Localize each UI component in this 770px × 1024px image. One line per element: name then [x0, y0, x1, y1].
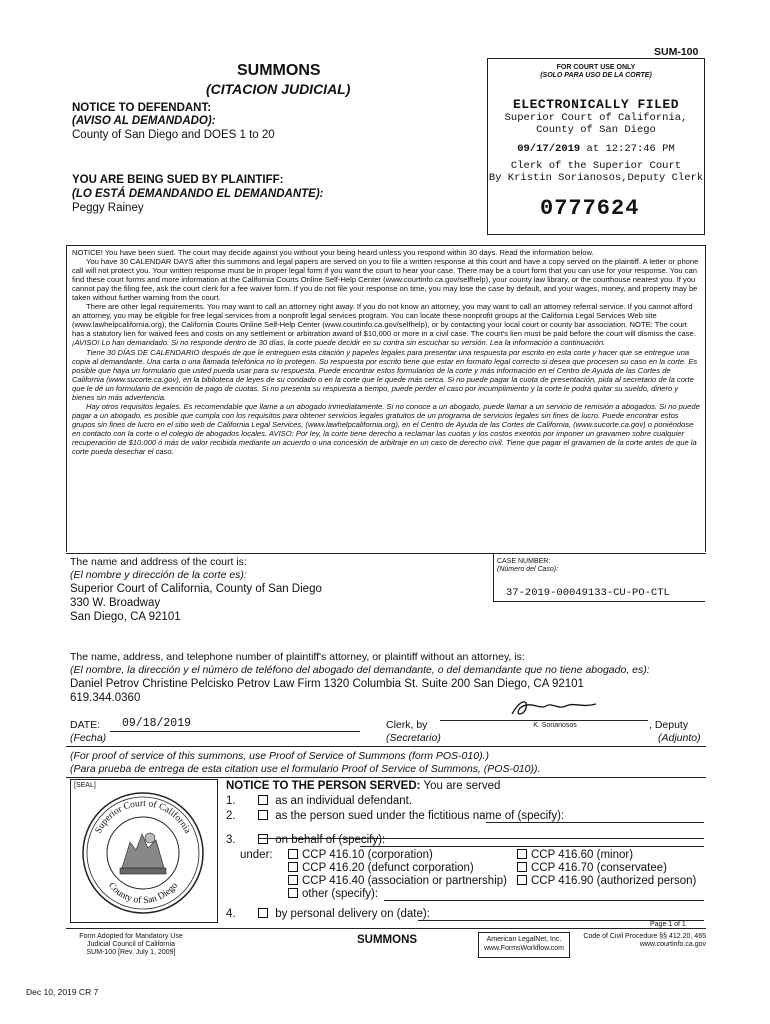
defendant-label: NOTICE TO DEFENDANT:	[72, 102, 212, 114]
clerk-label-es: (Secretario)	[386, 732, 441, 744]
plaintiff-label: YOU ARE BEING SUED BY PLAINTIFF:	[72, 174, 284, 186]
ccp-416-60	[517, 849, 633, 863]
defendant-value: County of San Diego and DOES 1 to 20	[72, 129, 275, 141]
clerk-label: Clerk, by	[386, 719, 428, 731]
date-value: 09/18/2019	[122, 717, 192, 730]
code-line1: Code of Civil Procedure §§ 412.20, 465	[583, 933, 706, 940]
date-label-es: (Fecha)	[70, 732, 107, 744]
served-item-1-number: 1.	[226, 795, 236, 807]
plaintiff-value: Peggy Rainey	[72, 202, 144, 214]
code-line2: www.courtinfo.ca.gov	[639, 941, 706, 948]
bottom-stamp: Dec 10, 2019 CR 7	[26, 987, 99, 997]
legalnet-line2: www.FormsWorkflow.com	[484, 945, 564, 952]
efiled-stamp-clerk-1: Clerk of the Superior Court	[510, 160, 682, 172]
seal-label: [SEAL]	[74, 782, 96, 789]
court-name-line1: Superior Court of California, County of San Diego	[70, 583, 322, 595]
efiled-stamp-court-2: County of San Diego	[536, 124, 656, 136]
served-heading	[226, 780, 500, 794]
ccp-416-10-checkbox[interactable]	[288, 849, 298, 859]
served-heading-rest: You are served	[423, 780, 501, 792]
ccp-416-90-checkbox[interactable]	[517, 875, 527, 885]
seal-text-top: Superior Court of California	[93, 798, 193, 836]
efiled-stamp-clerk-2: By Kristin Sorianosos,Deputy Clerk	[488, 172, 704, 184]
case-number-label: CASE NUMBER:	[497, 558, 551, 565]
page-title-es: (CITACION JUDICIAL)	[206, 81, 351, 97]
court-seal-icon	[78, 788, 208, 918]
served-item-4	[226, 908, 430, 922]
ccp-416-20	[288, 862, 474, 876]
proof-line2: (Para prueba de entrega de esta citation use el formulario Proof of Service of Summons, (POS-010)).	[70, 763, 541, 775]
served-item-2-label: as the person sued under the fictitious name of (specify):	[275, 810, 565, 822]
ccp-416-70-label: CCP 416.70 (conservatee)	[531, 862, 667, 874]
court-use-header: FOR COURT USE ONLY	[556, 64, 636, 71]
defendant-label-es: (AVISO AL DEMANDADO):	[72, 115, 216, 127]
efiled-stamp-court-1: Superior Court of California,	[504, 112, 688, 124]
footer-title: SUMMONS	[357, 934, 418, 946]
ccp-416-10-label: CCP 416.10 (corporation)	[302, 849, 433, 861]
court-name-line3: San Diego, CA 92101	[70, 611, 181, 623]
clerk-name: K. Sorianosos	[533, 722, 577, 729]
on-behalf-of-checkbox[interactable]	[258, 834, 268, 844]
notice-p5: Tiene 30 DÍAS DE CALENDARIO después de que le entreguen esta citación y papeles legales para presentar una respuesta por escrito en esta corte y hacer que se entregue una copia al demandante. Una carta o una llamada telefónica no lo protegen. Su respuesta por escrito tiene que estar en formato legal correcto si desea que procesen su caso en la corte. Es posible que haya un formulario que usted pueda usar para su respuesta. Puede encontrar estos formularios de la corte y más información en el Centro de Ayuda de las Cortes de California (www.sucorte.ca.gov), en la biblioteca de leyes de su condado o en la corte que le quede más cerca. Si no puede pagar la cuota de presentación, pida al secretario de la corte que le dé un formulario de exención de pago de cuotas. Si no presenta su respuesta a tiempo, puede perder el caso por incumplimiento y la corte le podrá quitar su sueldo, dinero y bienes sin más advertencia.	[72, 347, 698, 402]
page-title: SUMMONS	[237, 62, 321, 79]
ccp-416-20-label: CCP 416.20 (defunct corporation)	[302, 862, 474, 874]
handwritten-number: 0777624	[540, 196, 640, 221]
case-number-value: 37-2019-00049133-CU-PO-CTL	[506, 587, 670, 599]
attorney-line2: 619.344.0360	[70, 692, 141, 704]
ccp-416-90-label: CCP 416.90 (authorized person)	[531, 875, 697, 887]
personal-delivery-checkbox[interactable]	[258, 908, 268, 918]
other-specify-checkbox[interactable]	[288, 888, 298, 898]
ccp-416-40-label: CCP 416.40 (association or partnership)	[302, 875, 507, 887]
attorney-label: The name, address, and telephone number of plaintiff's attorney, or plaintiff without an attorney, is:	[70, 651, 525, 663]
court-name-label-es: (El nombre y dirección de la corte es):	[70, 569, 247, 581]
notice-p3: There are other legal requirements. You may want to call an attorney right away. If you do not know an attorney, you may want to call an attorney referral service. If you cannot afford an attorney, you may be eligible for free legal services from a nonprofit legal services program. You can locate these nonprofit groups at the California Legal Services Web site (www.lawhelpcalifornia.org), the California Courts Online Self-Help Center (www.courtinfo.ca.gov/selfhelp), or by contacting your local court or county bar association. NOTE: The court has a statutory lien for waived fees and costs on any settlement or arbitration award of $10,000 or more in a civil case. The court's lien must be paid before the court will dismiss the case.	[72, 302, 696, 339]
page-count: Page 1 of 1	[650, 921, 686, 928]
served-item-4-number: 4.	[226, 908, 236, 920]
notice-p6: Hay otros requisitos legales. Es recomendable que llame a un abogado inmediatamente. Si no conoce a un abogado, puede llamar a un servicio de remisión a abogados. Si no puede pagar a un abogado, es posible que cumpla con los requisitos para obtener servicios legales gratuitos de un programa de servicios legales sin fines de lucro. Puede encontrar estos grupos sin fines de lucro en el sitio web de California Legal Services, (www.lawhelpcalifornia.org), en el Centro de Ayuda de las Cortes de California, (www.sucorte.ca.gov) o poniéndose en contacto con la corte o el colegio de abogados locales. AVISO: Por ley, la corte tiene derecho a reclamar las cuotas y los costos exentos por imponer un gravamen sobre cualquier recuperación de $10,000 ó más de valor recibida mediante un acuerdo o una concesión de arbitraje en un caso de derecho civil. Tiene que pagar el gravamen de la corte antes de que la corte pueda desechar el caso.	[72, 401, 700, 457]
form-id: SUM-100	[654, 46, 699, 58]
served-item-2-number: 2.	[226, 810, 236, 822]
form-adopted-2: Judicial Council of California	[87, 941, 175, 948]
notice-p4: ¡AVISO! Lo han demandado. Si no responde dentro de 30 días, la corte puede decidir en su contra sin escuchar su versión. Lea la información a continuación.	[72, 338, 606, 348]
under-label: under:	[240, 849, 273, 861]
form-adopted-1: Form Adopted for Mandatory Use	[79, 933, 183, 940]
ccp-416-60-checkbox[interactable]	[517, 849, 527, 859]
other-specify-label: other (specify):	[302, 888, 379, 900]
court-name-label: The name and address of the court is:	[70, 556, 247, 568]
served-item-1	[226, 795, 412, 809]
ccp-416-60-label: CCP 416.60 (minor)	[531, 849, 634, 861]
form-adopted-3: SUM-100 [Rev. July 1, 2009]	[86, 949, 176, 956]
ccp-416-70-checkbox[interactable]	[517, 862, 527, 872]
attorney-line1: Daniel Petrov Christine Pelcisko Petrov Law Firm 1320 Columbia St. Suite 200 San Diego, CA 92101	[70, 678, 584, 690]
date-label: DATE:	[70, 719, 101, 731]
notice-block	[72, 248, 700, 456]
served-item-4-label: by personal delivery on (date):	[275, 908, 430, 920]
attorney-label-es: (El nombre, la dirección y el número de teléfono del abogado del demandante, o del demandante que no tiene abogado, es):	[70, 664, 650, 676]
ccp-416-40-checkbox[interactable]	[288, 875, 298, 885]
plaintiff-label-es: (LO ESTÁ DEMANDANDO EL DEMANDANTE):	[72, 188, 324, 200]
served-item-3-number: 3.	[226, 834, 236, 846]
ccp-416-20-checkbox[interactable]	[288, 862, 298, 872]
proof-line1: (For proof of service of this summons, use Proof of Service of Summons (form POS-010).)	[70, 750, 489, 762]
seal-text-bottom: County of San Diego	[105, 880, 181, 907]
other-specify	[288, 888, 378, 902]
deputy-label-es: (Adjunto)	[658, 732, 701, 744]
fictitious-name-checkbox[interactable]	[258, 810, 268, 820]
ccp-416-70	[517, 862, 667, 876]
court-name-line2: 330 W. Broadway	[70, 597, 161, 609]
ccp-416-90	[517, 875, 696, 889]
ccp-416-40	[288, 875, 507, 889]
ccp-416-10	[288, 849, 433, 863]
individual-defendant-checkbox[interactable]	[258, 795, 268, 805]
efiled-stamp-datetime	[487, 143, 705, 156]
served-heading-bold: NOTICE TO THE PERSON SERVED:	[226, 780, 421, 792]
legalnet-line1: American LegalNet, Inc.	[486, 936, 562, 943]
deputy-label: , Deputy	[649, 719, 689, 731]
court-use-header-es: (SOLO PARA USO DE LA CORTE)	[540, 72, 652, 79]
notice-p1: NOTICE! You have been sued. The court may decide against you without your being heard unless you respond within 30 days. Read the information below.	[72, 248, 594, 257]
served-item-1-label: as an individual defendant.	[275, 795, 413, 807]
case-number-label-es: (Número del Caso):	[497, 566, 559, 573]
efiled-stamp-title: ELECTRONICALLY FILED	[512, 97, 680, 112]
efiled-stamp-time: at 12:27:46 PM	[586, 143, 675, 155]
efiled-stamp-date: 09/17/2019	[517, 143, 581, 155]
notice-p2: You have 30 CALENDAR DAYS after this summons and legal papers are served on you to file a written response at this court and have a copy served on the plaintiff. A letter or phone call will not protect you. Your written response must be in proper legal form if you want the court to hear your case. There may be a court form that you can use for your response. You can find these court forms and more information at the California Courts Online Self-Help Center (www.courtinfo.ca.gov/selfhelp), your county law library, or the courthouse nearest you. If you cannot pay the filing fee, ask the court clerk for a fee waiver form. If you do not file your response on time, you may lose the case by default, and your wages, money, and property may be taken without further warning from the court.	[72, 257, 699, 303]
served-item-3-label: on behalf of (specify):	[275, 834, 386, 846]
clerk-signature	[500, 696, 610, 720]
